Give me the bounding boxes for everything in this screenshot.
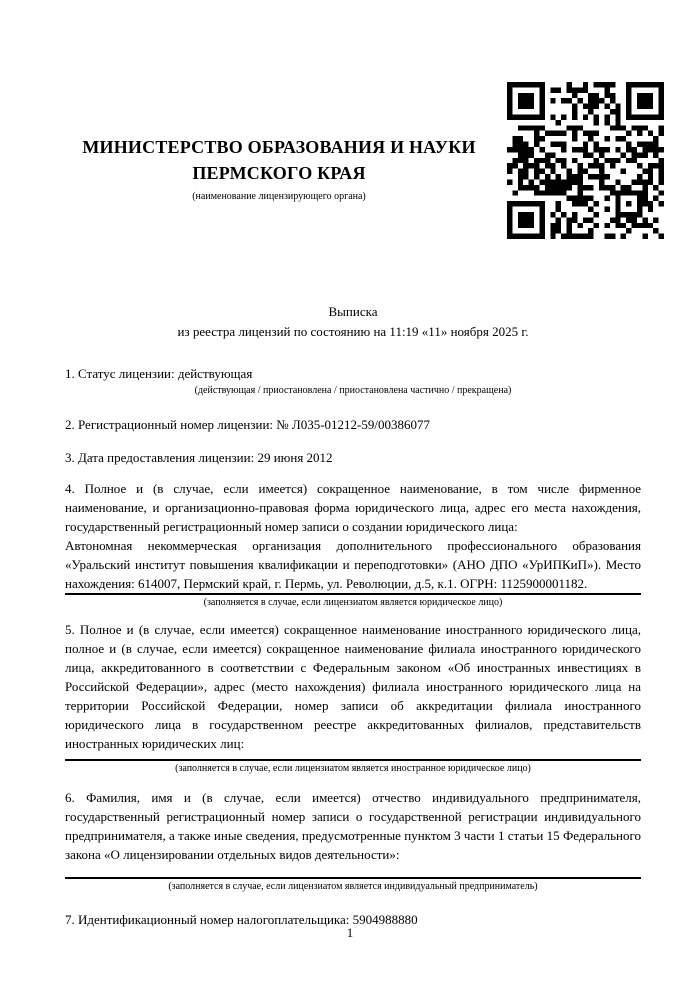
page-number: 1 <box>346 926 354 940</box>
item-foreign-entity-name-caption: (заполняется в случае, если лицензиатом является иностранное юридическое лицо) <box>175 763 531 774</box>
item-license-status-caption: (действующая / приостановлена / приостановлена частично / прекращена) <box>194 385 512 396</box>
item-registration-number <box>65 415 641 434</box>
item-foreign-entity-name-text: 5. Полное и (в случае, если имеется) сокращенное наименование иностранного юридического лица, полное и (в случае, если имеется) сокращенное наименование филиала иностранного юридического лица, аккредитованного в соответствии с Федеральным законом «Об иностранных инвестициях в Российской Федерации», адрес (место нахождения) филиала иностранного юридического лица на территории Российской Федерации, номер записи об аккредитации филиала иностранного юридического лица в государственном реестре аккредитованных филиалов, представительств иностранных юридических лиц: <box>65 622 641 751</box>
item-individual-entrepreneur-text: 6. Фамилия, имя и (в случае, если имеется) отчество индивидуального предпринимателя, государственный регистрационный номер записи о государственной регистрации индивидуального предпринимателя, а также иные сведения, предусмотренные пунктом 3 части 1 статьи 15 Федерального закона «О лицензировании отдельных видов деятельности»: <box>65 790 641 862</box>
document-body <box>65 302 641 929</box>
ministry-header <box>40 134 518 204</box>
item-individual-entrepreneur <box>65 788 641 895</box>
item-legal-entity-name <box>65 479 641 611</box>
item-registration-number-text: 2. Регистрационный номер лицензии: № Л035-01212-59/00386077 <box>65 417 431 432</box>
item-license-status-text: 1. Статус лицензии: действующая <box>65 366 253 381</box>
document-title-line1: Выписка <box>328 304 378 319</box>
item-legal-entity-name-value: Автономная некоммерческая организация дополнительного профессионального образования «Уральский институт повышения квалификации и переподготовки» (АНО ДПО «УрИПКиП»). Место нахождения: 614007, Пермский край, г. Пермь, ул. Революции, д.5, к.1. ОГРН: 1125900001182. <box>65 538 641 591</box>
item-legal-entity-name-text: 4. Полное и (в случае, если имеется) сокращенное наименование, в том числе фирменное наименование, и организационно-правовая форма юридического лица, адрес его места нахождения, государственный регистрационный номер записи о создании юридического лица: <box>65 481 641 534</box>
document-title <box>65 302 641 342</box>
ministry-name-line2: ПЕРМСКОГО КРАЯ <box>192 163 366 183</box>
item-grant-date <box>65 448 641 467</box>
item-individual-entrepreneur-caption: (заполняется в случае, если лицензиатом является индивидуальный предприниматель) <box>168 881 538 892</box>
item-legal-entity-name-caption: (заполняется в случае, если лицензиатом является юридическое лицо) <box>203 597 503 608</box>
item-grant-date-text: 3. Дата предоставления лицензии: 29 июня 2012 <box>65 450 333 465</box>
licensing-authority-caption: (наименование лицензирующего органа) <box>192 191 366 202</box>
item-taxpayer-id-text: 7. Идентификационный номер налогоплательщика: 5904988880 <box>65 912 418 927</box>
item-foreign-entity-name <box>65 620 641 777</box>
ministry-name-line1: МИНИСТЕРСТВО ОБРАЗОВАНИЯ И НАУКИ <box>82 137 476 157</box>
document-title-line2: из реестра лицензий по состоянию на 11:19 «11» ноября 2025 г. <box>177 324 529 339</box>
item-license-status <box>65 364 641 399</box>
qr-code-icon <box>507 82 664 239</box>
